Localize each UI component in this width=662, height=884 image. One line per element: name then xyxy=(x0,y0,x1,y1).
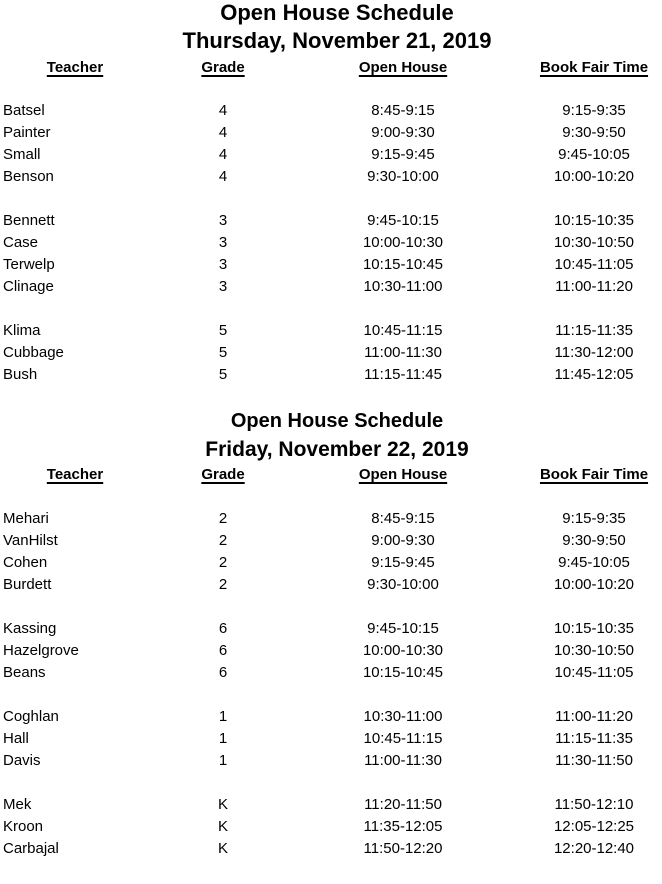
open-house-cell: 9:00-9:30 xyxy=(371,124,435,141)
header-teacher: Teacher xyxy=(46,59,104,76)
teacher-cell: Painter xyxy=(3,124,51,141)
book-fair-cell: 11:30-12:00 xyxy=(554,344,634,361)
open-house-cell: 11:50-12:20 xyxy=(363,840,443,857)
teacher-cell: Kroon xyxy=(3,818,44,835)
header-teacher: Teacher xyxy=(46,466,104,483)
grade-cell: 3 xyxy=(218,256,228,273)
table-row xyxy=(0,574,662,596)
book-fair-cell: 10:45-11:05 xyxy=(554,664,634,681)
grade-cell: 1 xyxy=(218,752,228,769)
table-row xyxy=(0,122,662,144)
header-book-fair: Book Fair Time xyxy=(539,59,649,76)
header-open-house: Open House xyxy=(358,59,448,76)
teacher-cell: Benson xyxy=(3,168,54,185)
table-row xyxy=(0,662,662,684)
table-row xyxy=(0,100,662,122)
teacher-cell: Cohen xyxy=(3,554,48,571)
teacher-cell: Case xyxy=(3,234,39,251)
table-row xyxy=(0,320,662,342)
header-book-fair: Book Fair Time xyxy=(539,466,649,483)
table-row xyxy=(0,166,662,188)
teacher-cell: Bennett xyxy=(3,212,55,229)
book-fair-cell: 11:00-11:20 xyxy=(555,278,633,295)
grade-cell: 6 xyxy=(218,620,228,637)
grade-cell: 2 xyxy=(218,576,228,593)
open-house-cell: 9:15-9:45 xyxy=(371,554,435,571)
teacher-cell: Hall xyxy=(3,730,29,747)
book-fair-cell: 10:15-10:35 xyxy=(553,620,635,637)
open-house-cell: 10:45-11:15 xyxy=(363,322,443,339)
open-house-cell: 11:15-11:45 xyxy=(364,366,442,383)
grade-cell: 3 xyxy=(218,278,228,295)
grade-cell: 4 xyxy=(218,124,228,141)
open-house-cell: 11:00-11:30 xyxy=(364,344,442,361)
book-fair-cell: 11:50-12:10 xyxy=(554,796,634,813)
header-open-house: Open House xyxy=(358,466,448,483)
grade-cell: 5 xyxy=(218,366,228,383)
teacher-cell: Beans xyxy=(3,664,46,681)
open-house-cell: 9:15-9:45 xyxy=(371,146,435,163)
grade-cell: 5 xyxy=(218,344,228,361)
header-grade: Grade xyxy=(201,466,245,483)
open-house-cell: 10:00-10:30 xyxy=(362,234,444,251)
teacher-cell: Coghlan xyxy=(3,708,59,725)
teacher-cell: Batsel xyxy=(3,102,45,119)
teacher-cell: Clinage xyxy=(3,278,54,295)
teacher-cell: Mehari xyxy=(3,510,49,527)
book-fair-cell: 10:45-11:05 xyxy=(554,256,634,273)
grade-cell: 2 xyxy=(218,510,228,527)
table-row xyxy=(0,508,662,530)
book-fair-cell: 11:15-11:35 xyxy=(555,322,633,339)
table-row xyxy=(0,210,662,232)
table-row xyxy=(0,276,662,298)
open-house-cell: 9:30-10:00 xyxy=(367,168,439,185)
header-grade: Grade xyxy=(201,59,245,76)
book-fair-cell: 9:15-9:35 xyxy=(562,510,626,527)
teacher-cell: Kassing xyxy=(3,620,57,637)
section-date: Thursday, November 21, 2019 xyxy=(182,28,492,53)
section-title: Open House Schedule xyxy=(220,0,454,25)
open-house-cell: 8:45-9:15 xyxy=(371,102,435,119)
open-house-cell: 9:45-10:15 xyxy=(367,620,439,637)
book-fair-cell: 12:20-12:40 xyxy=(553,840,635,857)
table-row xyxy=(0,552,662,574)
table-row xyxy=(0,728,662,750)
table-row xyxy=(0,144,662,166)
open-house-cell: 11:00-11:30 xyxy=(364,752,442,769)
book-fair-cell: 10:00-10:20 xyxy=(553,576,635,593)
grade-cell: 3 xyxy=(218,212,228,229)
section-title: Open House Schedule xyxy=(230,410,444,432)
open-house-cell: 11:20-11:50 xyxy=(364,796,442,813)
grade-cell: K xyxy=(217,840,229,857)
open-house-cell: 9:30-10:00 xyxy=(367,576,439,593)
book-fair-cell: 11:15-11:35 xyxy=(555,730,633,747)
grade-cell: 4 xyxy=(218,102,228,119)
book-fair-cell: 10:30-10:50 xyxy=(553,234,635,251)
book-fair-cell: 11:30-11:50 xyxy=(555,752,633,769)
table-row xyxy=(0,794,662,816)
teacher-cell: Burdett xyxy=(3,576,52,593)
open-house-cell: 9:00-9:30 xyxy=(371,532,435,549)
book-fair-cell: 11:45-12:05 xyxy=(554,366,634,383)
teacher-cell: Hazelgrove xyxy=(3,642,79,659)
grade-cell: 1 xyxy=(218,708,228,725)
teacher-cell: Cubbage xyxy=(3,344,64,361)
book-fair-cell: 12:05-12:25 xyxy=(553,818,635,835)
table-row xyxy=(0,364,662,386)
grade-cell: 3 xyxy=(218,234,228,251)
teacher-cell: Small xyxy=(3,146,41,163)
book-fair-cell: 10:00-10:20 xyxy=(553,168,635,185)
table-row xyxy=(0,254,662,276)
teacher-cell: Klima xyxy=(3,322,41,339)
book-fair-cell: 10:15-10:35 xyxy=(553,212,635,229)
teacher-cell: Davis xyxy=(3,752,41,769)
grade-cell: 2 xyxy=(218,554,228,571)
grade-cell: 4 xyxy=(218,146,228,163)
teacher-cell: VanHilst xyxy=(3,532,58,549)
table-row xyxy=(0,816,662,838)
table-row xyxy=(0,342,662,364)
book-fair-cell: 10:30-10:50 xyxy=(553,642,635,659)
book-fair-cell: 9:45-10:05 xyxy=(558,146,630,163)
teacher-cell: Bush xyxy=(3,366,38,383)
open-house-cell: 10:15-10:45 xyxy=(362,256,444,273)
table-row xyxy=(0,530,662,552)
grade-cell: 6 xyxy=(218,664,228,681)
grade-cell: 5 xyxy=(218,322,228,339)
grade-cell: K xyxy=(217,818,229,835)
open-house-cell: 10:30-11:00 xyxy=(363,708,443,725)
open-house-cell: 10:00-10:30 xyxy=(362,642,444,659)
table-row xyxy=(0,232,662,254)
grade-cell: 2 xyxy=(218,532,228,549)
grade-cell: 6 xyxy=(218,642,228,659)
teacher-cell: Carbajal xyxy=(3,840,59,857)
open-house-cell: 10:15-10:45 xyxy=(362,664,444,681)
book-fair-cell: 9:30-9:50 xyxy=(562,532,626,549)
book-fair-cell: 9:45-10:05 xyxy=(558,554,630,571)
section-date: Friday, November 22, 2019 xyxy=(205,438,469,461)
table-row xyxy=(0,640,662,662)
open-house-cell: 10:30-11:00 xyxy=(363,278,443,295)
table-row xyxy=(0,618,662,640)
grade-cell: 1 xyxy=(218,730,228,747)
teacher-cell: Terwelp xyxy=(3,256,55,273)
open-house-cell: 11:35-12:05 xyxy=(363,818,443,835)
open-house-cell: 9:45-10:15 xyxy=(367,212,439,229)
teacher-cell: Mek xyxy=(3,796,32,813)
open-house-cell: 8:45-9:15 xyxy=(371,510,435,527)
book-fair-cell: 11:00-11:20 xyxy=(555,708,633,725)
table-row xyxy=(0,838,662,860)
grade-cell: 4 xyxy=(218,168,228,185)
table-row xyxy=(0,706,662,728)
open-house-cell: 10:45-11:15 xyxy=(363,730,443,747)
book-fair-cell: 9:30-9:50 xyxy=(562,124,626,141)
table-row xyxy=(0,750,662,772)
book-fair-cell: 9:15-9:35 xyxy=(562,102,626,119)
grade-cell: K xyxy=(217,796,229,813)
